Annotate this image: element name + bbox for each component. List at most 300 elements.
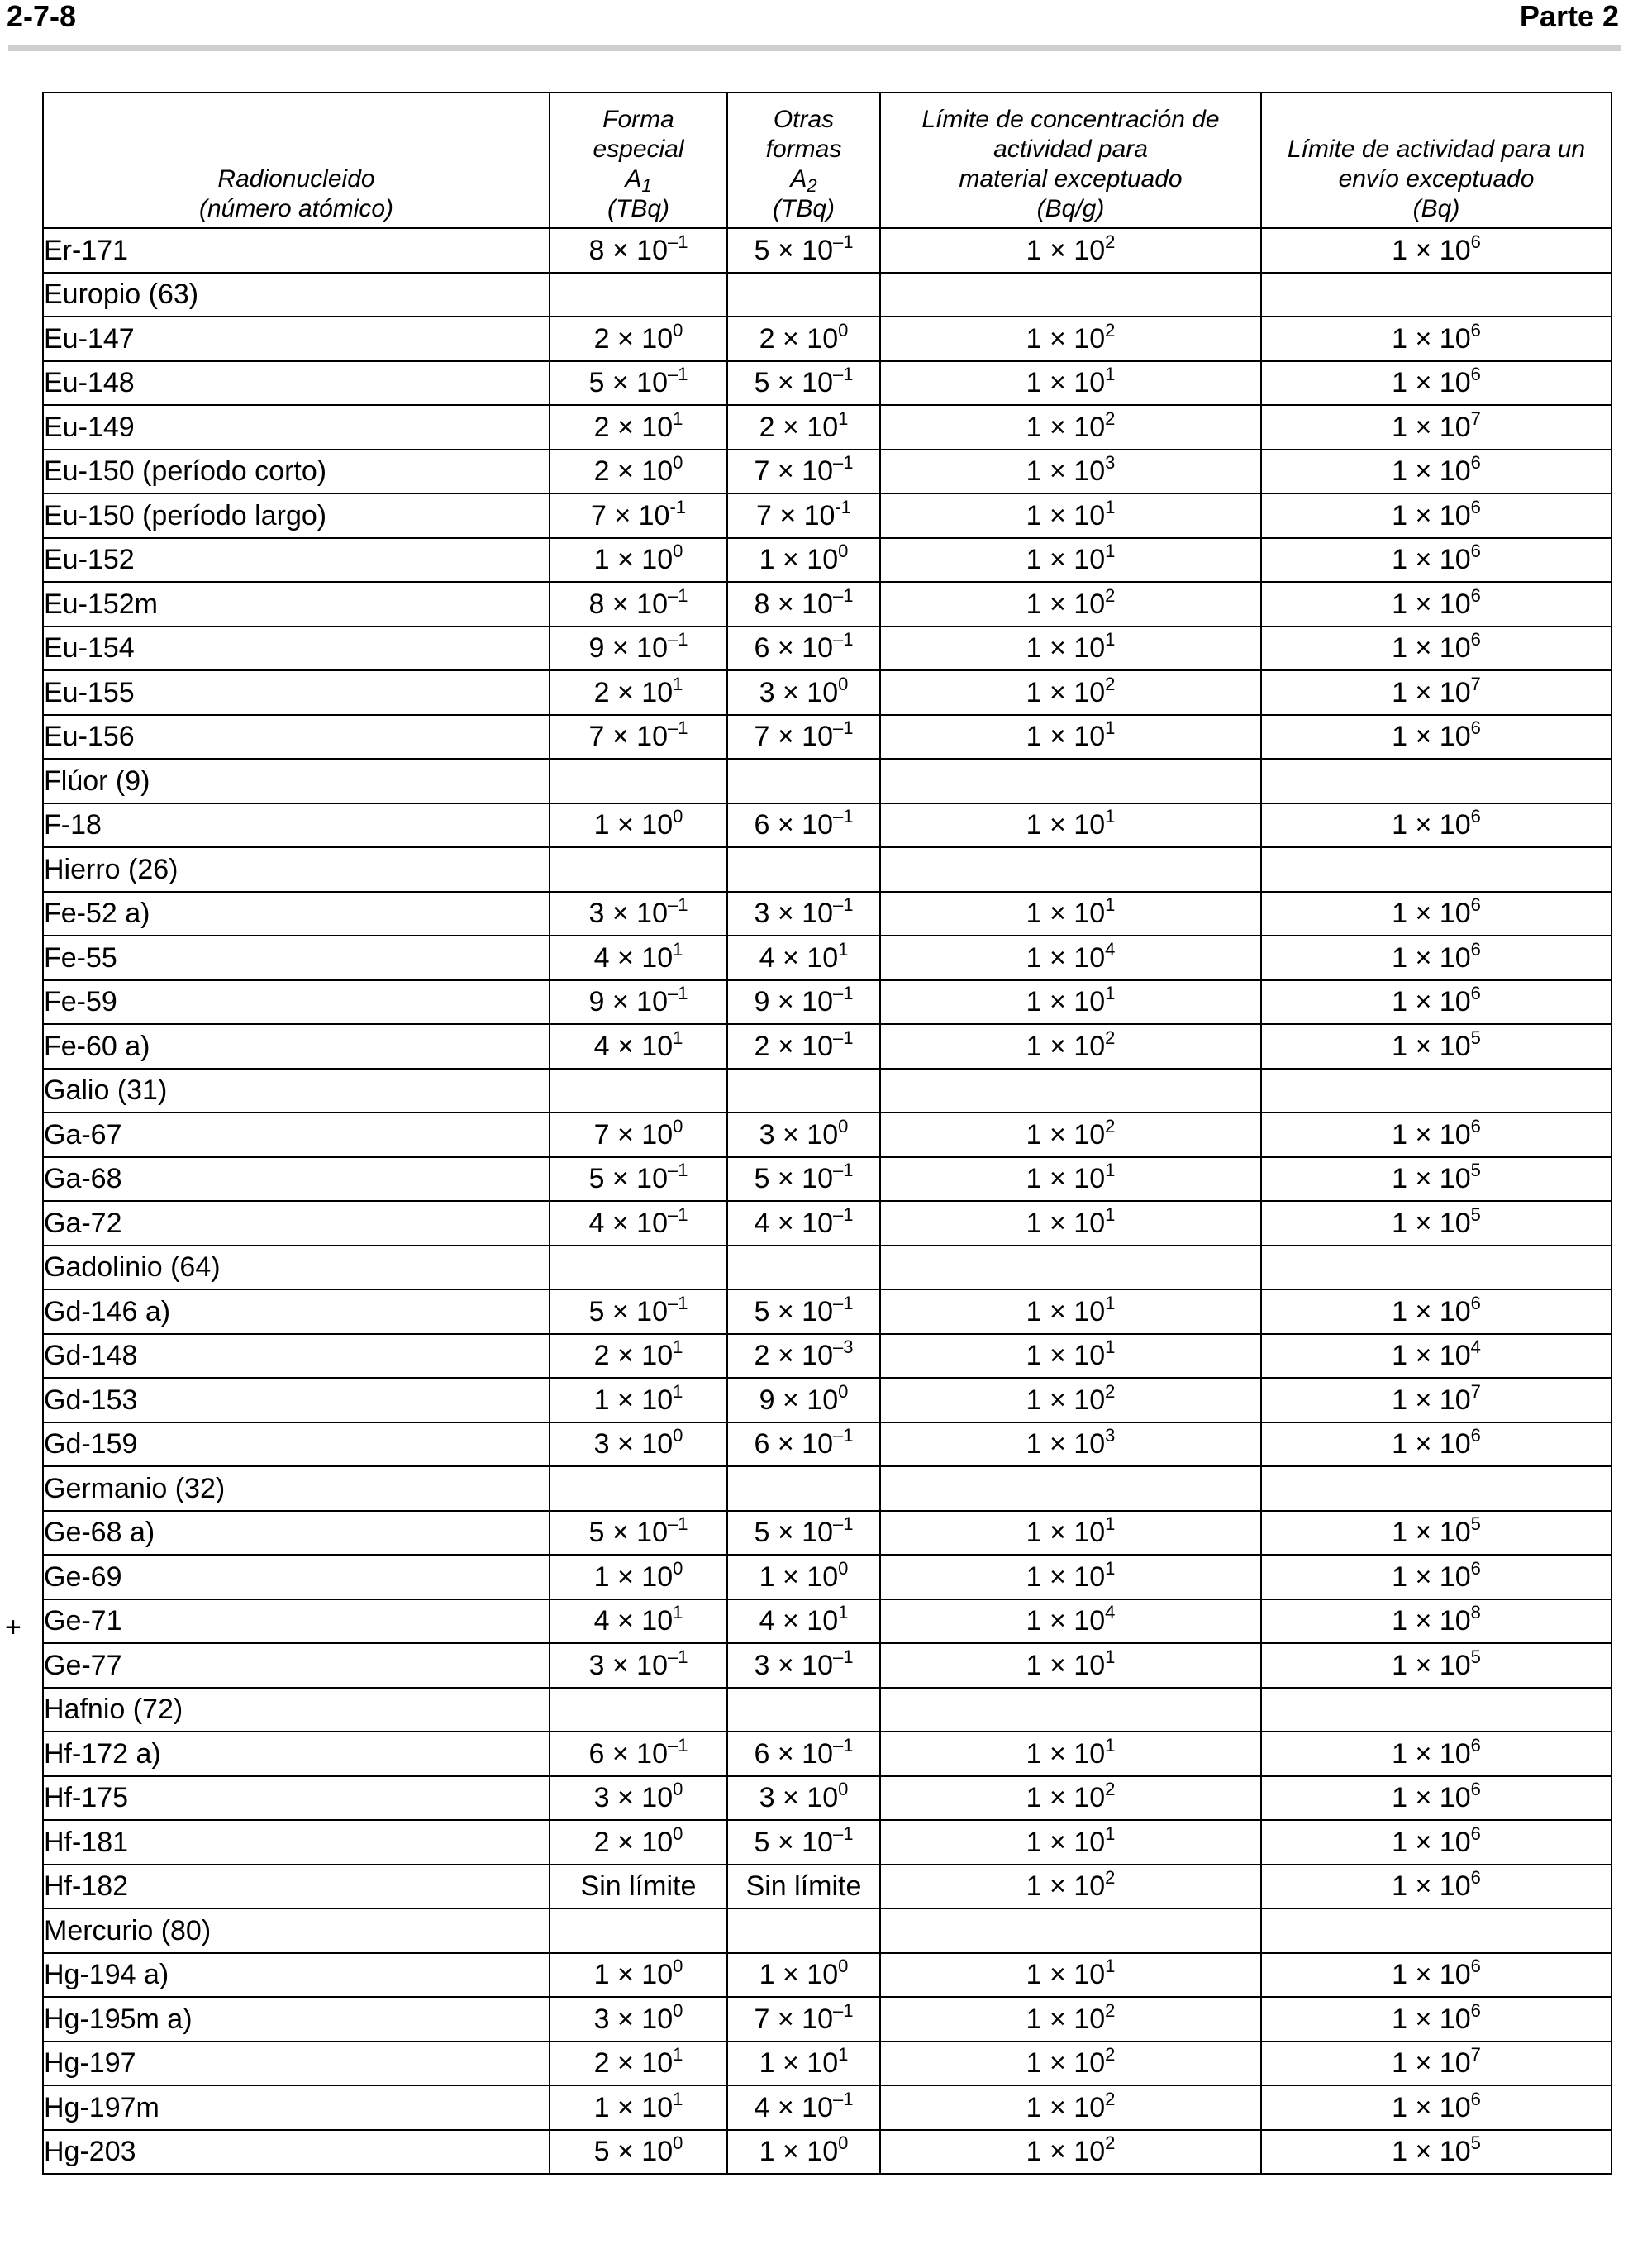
header-concentration-line: Límite de concentración de xyxy=(921,106,1220,133)
a1-value xyxy=(550,1555,727,1599)
value-mantissa: Sin límite xyxy=(745,1870,862,1903)
value-mantissa: 5 × 10 xyxy=(754,1517,833,1549)
a2-value xyxy=(727,759,880,803)
element-group-row xyxy=(43,759,1612,803)
value-mantissa: 5 × 10 xyxy=(588,367,668,399)
value-exponent: 6 xyxy=(1470,541,1481,562)
value-mantissa: 3 × 10 xyxy=(593,2003,674,2035)
a2-value xyxy=(727,847,880,892)
value-mantissa: 1 × 10 xyxy=(1392,1384,1471,1416)
concentration-limit-value xyxy=(880,1378,1261,1422)
concentration-limit-value xyxy=(880,1688,1261,1732)
concentration-limit-value xyxy=(880,803,1261,848)
concentration-limit-value xyxy=(880,317,1261,361)
value-mantissa: 6 × 10 xyxy=(754,632,833,665)
value-exponent: –1 xyxy=(833,452,854,474)
a2-value xyxy=(727,1776,880,1821)
a2-value xyxy=(727,361,880,406)
consignment-limit-value xyxy=(1261,670,1612,715)
value-mantissa: 1 × 10 xyxy=(1026,411,1106,443)
value-exponent: –1 xyxy=(668,1734,688,1756)
value-exponent: 6 xyxy=(1470,806,1481,827)
value-exponent: –1 xyxy=(668,1646,688,1667)
value-exponent: 0 xyxy=(673,319,683,341)
value-exponent: –1 xyxy=(833,2088,854,2109)
header-a2 xyxy=(727,93,880,228)
value-mantissa: 1 × 10 xyxy=(1392,588,1471,620)
a2-value xyxy=(727,1201,880,1246)
element-name: Flúor (9) xyxy=(43,759,550,803)
a2-value xyxy=(727,1378,880,1422)
table-header-row xyxy=(43,93,1612,228)
a2-value xyxy=(727,1953,880,1998)
consignment-limit-value xyxy=(1261,1643,1612,1688)
header-a2-subscript: 2 xyxy=(807,175,817,196)
value-mantissa: 1 × 10 xyxy=(1026,1118,1106,1151)
value-exponent: –3 xyxy=(833,1337,854,1358)
a2-value xyxy=(727,1865,880,1909)
radionuclide-name: Gd-153 xyxy=(43,1378,550,1422)
revision-mark: + xyxy=(5,1612,21,1643)
value-mantissa: 1 × 10 xyxy=(1026,1340,1106,1372)
header-a1-subscript: 1 xyxy=(641,175,652,196)
a1-value xyxy=(550,1511,727,1556)
value-exponent: 2 xyxy=(1105,1027,1116,1048)
radionuclide-name: Gd-146 a) xyxy=(43,1289,550,1334)
value-exponent: 1 xyxy=(1105,1292,1116,1313)
value-exponent: 3 xyxy=(1105,452,1116,474)
a1-value xyxy=(550,493,727,538)
consignment-limit-value xyxy=(1261,1511,1612,1556)
a2-value xyxy=(727,582,880,627)
a2-value xyxy=(727,1466,880,1511)
consignment-limit-value xyxy=(1261,1555,1612,1599)
value-exponent: 0 xyxy=(673,1557,683,1579)
value-mantissa: 1 × 10 xyxy=(1026,322,1106,355)
value-mantissa: 1 × 10 xyxy=(1392,676,1471,708)
a2-value xyxy=(727,1422,880,1467)
value-exponent: 6 xyxy=(1470,2088,1481,2109)
value-exponent: 0 xyxy=(673,1115,683,1136)
value-exponent: –1 xyxy=(833,894,854,916)
value-exponent: –1 xyxy=(833,983,854,1004)
value-exponent: 7 xyxy=(1470,673,1481,694)
value-exponent: 6 xyxy=(1470,1956,1481,1977)
a2-value xyxy=(727,936,880,980)
header-radionuclide-line: (número atómico) xyxy=(198,195,394,222)
value-exponent: –1 xyxy=(833,1999,854,2021)
header-concentration-line: (Bq/g) xyxy=(1036,195,1105,222)
a2-value xyxy=(727,450,880,494)
value-exponent: –1 xyxy=(833,1513,854,1535)
value-exponent: –1 xyxy=(668,584,688,606)
value-mantissa: 1 × 10 xyxy=(1026,1737,1106,1770)
value-mantissa: 2 × 10 xyxy=(754,1340,833,1372)
value-mantissa: 1 × 10 xyxy=(1392,986,1471,1018)
concentration-limit-value xyxy=(880,670,1261,715)
value-mantissa: 1 × 10 xyxy=(1026,1207,1106,1239)
a2-value xyxy=(727,1555,880,1599)
value-mantissa: 7 × 10 xyxy=(754,721,833,753)
value-mantissa: 1 × 10 xyxy=(1392,499,1471,531)
value-exponent: 5 xyxy=(1470,1203,1481,1225)
consignment-limit-value xyxy=(1261,450,1612,494)
element-name: Hierro (26) xyxy=(43,847,550,892)
consignment-limit-value xyxy=(1261,1732,1612,1776)
value-mantissa: 8 × 10 xyxy=(754,588,833,620)
page-number: 2-7-8 xyxy=(7,0,77,33)
concentration-limit-value xyxy=(880,1289,1261,1334)
a1-value xyxy=(550,715,727,760)
radionuclide-name: Ga-67 xyxy=(43,1113,550,1157)
page-header xyxy=(0,0,1652,46)
value-exponent: –1 xyxy=(833,584,854,606)
header-a2-unit: (TBq) xyxy=(773,195,835,222)
radionuclide-table xyxy=(42,92,1612,2175)
value-mantissa: 2 × 10 xyxy=(759,322,839,355)
radionuclide-name: Eu-150 (período largo) xyxy=(43,493,550,538)
value-mantissa: 1 × 10 xyxy=(1026,234,1106,266)
value-exponent: 0 xyxy=(673,806,683,827)
value-exponent: –1 xyxy=(833,1292,854,1313)
element-name: Hafnio (72) xyxy=(43,1688,550,1732)
value-mantissa: 1 × 10 xyxy=(1026,2091,1106,2123)
value-mantissa: 1 × 10 xyxy=(1392,1517,1471,1549)
value-mantissa: 2 × 10 xyxy=(593,676,674,708)
consignment-limit-value xyxy=(1261,1113,1612,1157)
value-mantissa: 5 × 10 xyxy=(754,1826,833,1858)
concentration-limit-value xyxy=(880,1157,1261,1202)
radionuclide-name: Hf-182 xyxy=(43,1865,550,1909)
value-exponent: 6 xyxy=(1470,717,1481,739)
value-exponent: 0 xyxy=(673,1956,683,1977)
consignment-limit-value xyxy=(1261,228,1612,273)
header-consignment-line: (Bq) xyxy=(1412,195,1460,222)
header-concentration-limit xyxy=(880,93,1261,228)
value-mantissa: 1 × 10 xyxy=(1392,1340,1471,1372)
value-exponent: 7 xyxy=(1470,1380,1481,1402)
value-exponent: 1 xyxy=(673,673,683,694)
a2-value xyxy=(727,1113,880,1157)
value-exponent: 1 xyxy=(1105,1956,1116,1977)
value-mantissa: 1 × 10 xyxy=(593,1384,674,1416)
consignment-limit-value xyxy=(1261,361,1612,406)
a2-value xyxy=(727,627,880,671)
a2-value xyxy=(727,1997,880,2042)
a2-value xyxy=(727,1732,880,1776)
value-exponent: 6 xyxy=(1470,629,1481,650)
table-row xyxy=(43,1776,1612,1821)
consignment-limit-value xyxy=(1261,1069,1612,1113)
value-mantissa: 1 × 10 xyxy=(593,2091,674,2123)
value-exponent: 6 xyxy=(1470,1425,1481,1446)
a1-value xyxy=(550,1378,727,1422)
consignment-limit-value xyxy=(1261,1334,1612,1379)
value-mantissa: 3 × 10 xyxy=(759,1782,839,1814)
concentration-limit-value xyxy=(880,759,1261,803)
consignment-limit-value xyxy=(1261,493,1612,538)
radionuclide-name: Ge-69 xyxy=(43,1555,550,1599)
value-exponent: 0 xyxy=(673,1999,683,2021)
value-mantissa: 1 × 10 xyxy=(1026,1605,1106,1637)
a1-value xyxy=(550,1113,727,1157)
value-mantissa: 7 × 10 xyxy=(754,455,833,488)
value-mantissa: 1 × 10 xyxy=(1026,721,1106,753)
value-mantissa: 1 × 10 xyxy=(1026,2003,1106,2035)
value-mantissa: 7 × 10 xyxy=(754,2003,833,2035)
value-mantissa: 1 × 10 xyxy=(1392,2047,1471,2080)
value-exponent: –1 xyxy=(668,1160,688,1181)
value-mantissa: 2 × 10 xyxy=(754,1030,833,1062)
element-group-row xyxy=(43,1688,1612,1732)
header-consignment-line: envío exceptuado xyxy=(1338,165,1535,193)
value-mantissa: 8 × 10 xyxy=(588,234,668,266)
concentration-limit-value xyxy=(880,228,1261,273)
value-exponent: -1 xyxy=(669,496,687,517)
concentration-limit-value xyxy=(880,1334,1261,1379)
concentration-limit-value xyxy=(880,892,1261,936)
concentration-limit-value xyxy=(880,847,1261,892)
a1-value xyxy=(550,1908,727,1953)
consignment-limit-value xyxy=(1261,715,1612,760)
value-exponent: –1 xyxy=(668,629,688,650)
value-mantissa: 9 × 10 xyxy=(759,1384,839,1416)
section-title: Parte 2 xyxy=(1519,0,1619,33)
value-mantissa: 1 × 10 xyxy=(1392,1959,1471,1991)
a1-value xyxy=(550,582,727,627)
value-exponent: 6 xyxy=(1470,1823,1481,1844)
concentration-limit-value xyxy=(880,273,1261,317)
value-exponent: -1 xyxy=(835,496,852,517)
value-exponent: 1 xyxy=(1105,717,1116,739)
table-row xyxy=(43,2042,1612,2086)
value-exponent: –1 xyxy=(668,1513,688,1535)
concentration-limit-value xyxy=(880,582,1261,627)
radionuclide-name: Eu-156 xyxy=(43,715,550,760)
value-exponent: 5 xyxy=(1470,1646,1481,1667)
value-mantissa: 7 × 10 xyxy=(755,499,836,531)
a1-value xyxy=(550,847,727,892)
value-exponent: –1 xyxy=(833,231,854,252)
table-row xyxy=(43,1953,1612,1998)
element-name: Galio (31) xyxy=(43,1069,550,1113)
a1-value xyxy=(550,1069,727,1113)
concentration-limit-value xyxy=(880,1113,1261,1157)
value-mantissa: 3 × 10 xyxy=(588,898,668,930)
value-exponent: 6 xyxy=(1470,1867,1481,1889)
value-exponent: 2 xyxy=(1105,319,1116,341)
value-exponent: 6 xyxy=(1470,1557,1481,1579)
value-mantissa: 4 × 10 xyxy=(593,1030,674,1062)
table-row xyxy=(43,1201,1612,1246)
a2-value xyxy=(727,980,880,1025)
a1-value xyxy=(550,317,727,361)
concentration-limit-value xyxy=(880,2130,1261,2175)
value-mantissa: 6 × 10 xyxy=(588,1737,668,1770)
value-mantissa: 6 × 10 xyxy=(754,1737,833,1770)
a1-value xyxy=(550,759,727,803)
element-group-row xyxy=(43,1466,1612,1511)
a1-value xyxy=(550,1024,727,1069)
a2-value xyxy=(727,317,880,361)
concentration-limit-value xyxy=(880,936,1261,980)
value-exponent: 8 xyxy=(1470,1602,1481,1623)
value-exponent: 1 xyxy=(1105,1557,1116,1579)
radionuclide-name: Eu-154 xyxy=(43,627,550,671)
value-exponent: 1 xyxy=(1105,983,1116,1004)
value-mantissa: 1 × 10 xyxy=(1026,1428,1106,1460)
element-group-row xyxy=(43,273,1612,317)
concentration-limit-value xyxy=(880,1069,1261,1113)
value-exponent: –1 xyxy=(833,1160,854,1181)
consignment-limit-value xyxy=(1261,2130,1612,2175)
table-row xyxy=(43,405,1612,450)
value-exponent: 1 xyxy=(673,2044,683,2066)
value-exponent: –1 xyxy=(668,717,688,739)
concentration-limit-value xyxy=(880,715,1261,760)
a1-value xyxy=(550,670,727,715)
value-exponent: 1 xyxy=(673,1602,683,1623)
table-row xyxy=(43,715,1612,760)
header-a1-unit: (TBq) xyxy=(607,195,669,222)
value-exponent: 2 xyxy=(1105,2132,1116,2154)
value-exponent: –1 xyxy=(668,231,688,252)
table-row xyxy=(43,1997,1612,2042)
value-mantissa: 1 × 10 xyxy=(1392,1030,1471,1062)
element-name: Europio (63) xyxy=(43,273,550,317)
a2-value xyxy=(727,405,880,450)
radionuclide-name: Hg-197m xyxy=(43,2085,550,2130)
table-row xyxy=(43,228,1612,273)
concentration-limit-value xyxy=(880,1422,1261,1467)
table-row xyxy=(43,1732,1612,1776)
header-a1-line: Forma xyxy=(602,106,674,133)
header-consignment-line: Límite de actividad para un xyxy=(1287,136,1586,163)
value-exponent: 1 xyxy=(673,938,683,960)
consignment-limit-value xyxy=(1261,1820,1612,1865)
radionuclide-name: Eu-148 xyxy=(43,361,550,406)
header-a2-symbol: A xyxy=(790,165,807,193)
value-mantissa: 1 × 10 xyxy=(1392,1737,1471,1770)
value-mantissa: 9 × 10 xyxy=(754,986,833,1018)
value-mantissa: 1 × 10 xyxy=(1392,1782,1471,1814)
value-exponent: 4 xyxy=(1470,1337,1481,1358)
value-exponent: 2 xyxy=(1105,1867,1116,1889)
value-mantissa: 1 × 10 xyxy=(1392,941,1471,974)
table-row xyxy=(43,2085,1612,2130)
radionuclide-name: Fe-59 xyxy=(43,980,550,1025)
value-exponent: 0 xyxy=(838,1779,849,1800)
consignment-limit-value xyxy=(1261,936,1612,980)
value-exponent: –1 xyxy=(833,806,854,827)
element-group-row xyxy=(43,1908,1612,1953)
value-mantissa: 5 × 10 xyxy=(754,1295,833,1327)
value-mantissa: 1 × 10 xyxy=(759,544,839,576)
consignment-limit-value xyxy=(1261,1289,1612,1334)
consignment-limit-value xyxy=(1261,273,1612,317)
table-row xyxy=(43,980,1612,1025)
a1-value xyxy=(550,361,727,406)
consignment-limit-value xyxy=(1261,2042,1612,2086)
radionuclide-name: Hg-195m a) xyxy=(43,1997,550,2042)
concentration-limit-value xyxy=(880,1246,1261,1290)
radionuclide-name: Hf-172 a) xyxy=(43,1732,550,1776)
header-a1-line: especial xyxy=(593,136,684,163)
consignment-limit-value xyxy=(1261,1246,1612,1290)
value-mantissa: 1 × 10 xyxy=(1026,1163,1106,1195)
value-mantissa: 1 × 10 xyxy=(1392,544,1471,576)
a2-value xyxy=(727,228,880,273)
value-mantissa: 4 × 10 xyxy=(759,941,839,974)
concentration-limit-value xyxy=(880,405,1261,450)
a1-value xyxy=(550,1599,727,1644)
a1-value xyxy=(550,1246,727,1290)
value-mantissa: 1 × 10 xyxy=(1392,2003,1471,2035)
radionuclide-name: F-18 xyxy=(43,803,550,848)
a1-value xyxy=(550,1732,727,1776)
value-exponent: 0 xyxy=(673,2132,683,2154)
value-exponent: 1 xyxy=(673,2088,683,2109)
a1-value xyxy=(550,1820,727,1865)
concentration-limit-value xyxy=(880,1820,1261,1865)
header-concentration-line: material exceptuado xyxy=(959,165,1183,193)
radionuclide-name: Hf-175 xyxy=(43,1776,550,1821)
value-mantissa: 1 × 10 xyxy=(1392,1428,1471,1460)
value-exponent: 5 xyxy=(1470,1513,1481,1535)
value-exponent: 1 xyxy=(838,407,849,429)
a2-value xyxy=(727,1334,880,1379)
value-exponent: –1 xyxy=(833,1646,854,1667)
a1-value xyxy=(550,2085,727,2130)
value-exponent: 6 xyxy=(1470,1292,1481,1313)
value-mantissa: 1 × 10 xyxy=(1026,499,1106,531)
consignment-limit-value xyxy=(1261,847,1612,892)
radionuclide-name: Hg-197 xyxy=(43,2042,550,2086)
radionuclide-name: Gd-159 xyxy=(43,1422,550,1467)
value-mantissa: 5 × 10 xyxy=(754,367,833,399)
consignment-limit-value xyxy=(1261,1776,1612,1821)
value-exponent: 2 xyxy=(1105,1999,1116,2021)
radionuclide-name: Hf-181 xyxy=(43,1820,550,1865)
value-exponent: –1 xyxy=(833,717,854,739)
a2-value xyxy=(727,273,880,317)
element-group-row xyxy=(43,847,1612,892)
radionuclide-name: Gd-148 xyxy=(43,1334,550,1379)
radionuclide-name: Ge-68 a) xyxy=(43,1511,550,1556)
a1-value xyxy=(550,1643,727,1688)
value-mantissa: 1 × 10 xyxy=(1026,455,1106,488)
value-mantissa: 7 × 10 xyxy=(588,721,668,753)
value-exponent: 1 xyxy=(1105,1203,1116,1225)
value-mantissa: 1 × 10 xyxy=(1392,1118,1471,1151)
header-rule xyxy=(8,45,1621,51)
value-exponent: 3 xyxy=(1105,1425,1116,1446)
a1-value xyxy=(550,2042,727,2086)
concentration-limit-value xyxy=(880,538,1261,583)
consignment-limit-value xyxy=(1261,1599,1612,1644)
value-mantissa: 2 × 10 xyxy=(593,2047,674,2080)
table-row xyxy=(43,361,1612,406)
a1-value xyxy=(550,627,727,671)
value-mantissa: 1 × 10 xyxy=(1392,322,1471,355)
a2-value xyxy=(727,1688,880,1732)
value-exponent: 0 xyxy=(838,1115,849,1136)
value-mantissa: 1 × 10 xyxy=(1392,721,1471,753)
consignment-limit-value xyxy=(1261,1422,1612,1467)
value-mantissa: 1 × 10 xyxy=(1392,1649,1471,1681)
table-row xyxy=(43,803,1612,848)
table-row xyxy=(43,582,1612,627)
